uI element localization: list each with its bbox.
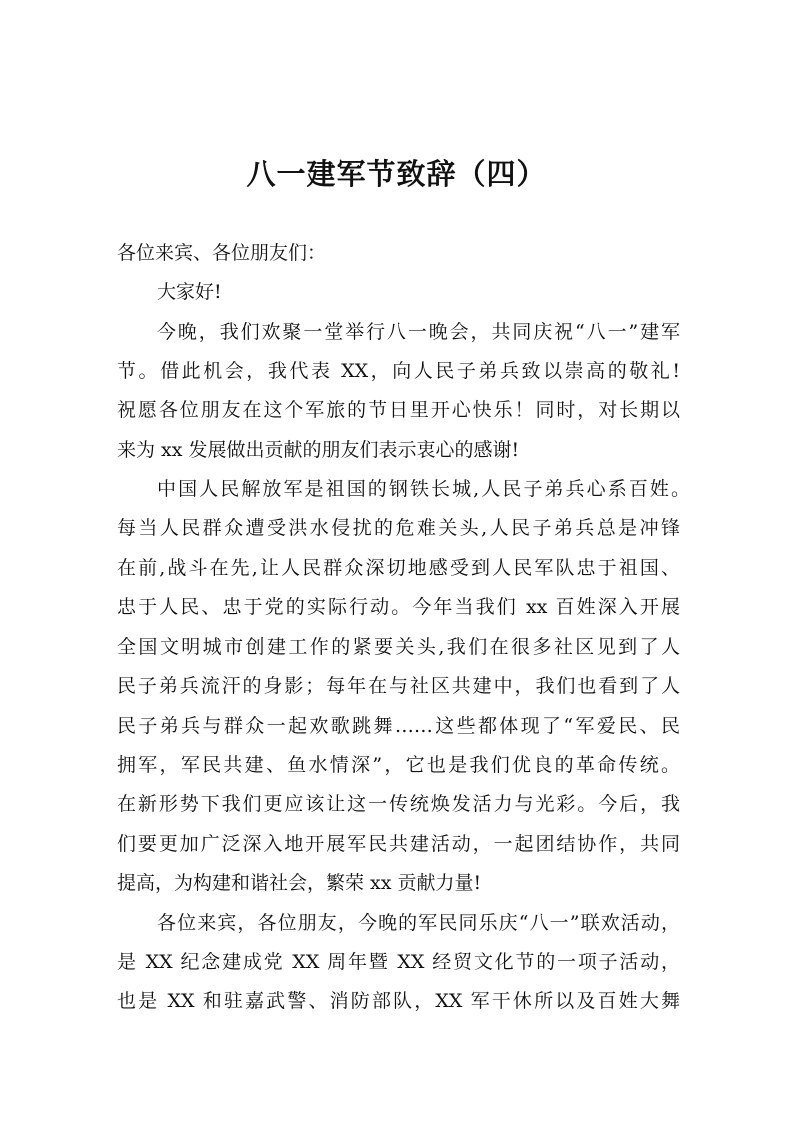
- paragraph-line: 今晚，我们欢聚一堂举行八一晚会，共同庆祝“八一”建军: [157, 321, 680, 343]
- paragraph-line: 拥军，军民共建、鱼水情深”，它也是我们优良的革命传统。: [117, 754, 680, 776]
- paragraph-line: 在新形势下我们更应该让这一传统焕发活力与光彩。今后，我: [117, 793, 680, 815]
- document-title: 八一建军节致辞（四）: [246, 157, 547, 191]
- paragraph-line: 每当人民群众遭受洪水侵扰的危难关头,人民子弟兵总是冲锋: [117, 517, 680, 539]
- paragraph-line: 民子弟兵与群众一起欢歌跳舞……这些都体现了“军爱民、民: [117, 715, 680, 737]
- salutation: 各位来宾、各位朋友们：: [117, 242, 327, 264]
- paragraph-line: 节。借此机会，我代表 XX，向人民子弟兵致以崇高的敬礼!: [117, 360, 680, 382]
- paragraph-line: 忠于人民、忠于党的实际行动。今年当我们 xx 百姓深入开展: [117, 596, 680, 618]
- paragraph-line: 是 XX 纪念建成党 XX 周年暨 XX 经贸文化节的一项子活动，: [117, 951, 680, 973]
- paragraph-line: 在前,战斗在先,让人民群众深切地感受到人民军队忠于祖国、: [117, 557, 680, 579]
- paragraph-line: 祝愿各位朋友在这个军旅的节日里开心快乐！同时，对长期以: [117, 399, 680, 421]
- paragraph-line: 们要更加广泛深入地开展军民共建活动，一起团结协作，共同: [117, 833, 680, 855]
- greeting: 大家好!: [157, 281, 222, 303]
- paragraph-line: 也是 XX 和驻嘉武警、消防部队，XX 军干休所以及百姓大舞: [117, 990, 680, 1012]
- paragraph-line: 来为 xx 发展做出贡献的朋友们表示衷心的感谢!: [117, 439, 520, 461]
- paragraph-line: 中国人民解放军是祖国的钢铁长城,人民子弟兵心系百姓。: [157, 478, 690, 500]
- paragraph-line: 民子弟兵流汗的身影；每年在与社区共建中，我们也看到了人: [117, 675, 680, 697]
- paragraph-line: 提高，为构建和谐社会，繁荣 xx 贡献力量!: [117, 872, 482, 894]
- paragraph-line: 各位来宾，各位朋友，今晚的军民同乐庆“八一”联欢活动，: [157, 912, 680, 934]
- paragraph-line: 全国文明城市创建工作的紧要关头,我们在很多社区见到了人: [117, 636, 680, 658]
